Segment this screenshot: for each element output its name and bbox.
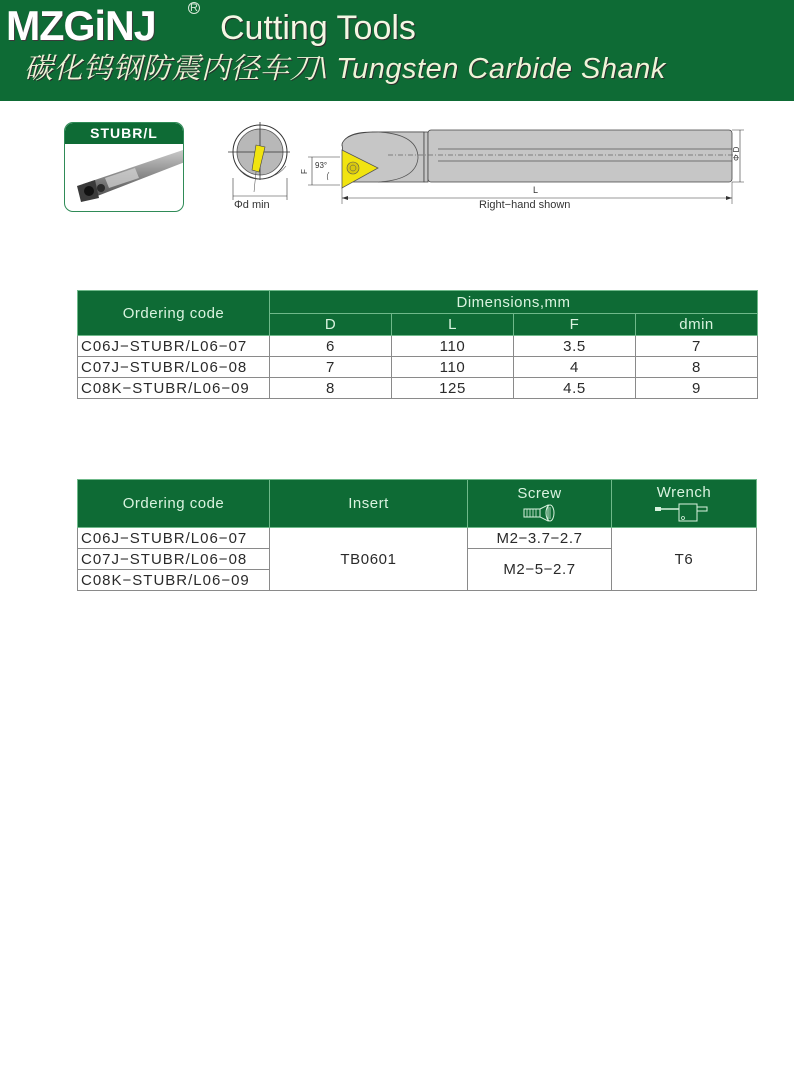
L-cell: 110 bbox=[392, 336, 514, 357]
col-header-dmin: dmin bbox=[636, 314, 758, 336]
col-header-L: L bbox=[392, 314, 514, 336]
hand-note: Right−hand shown bbox=[479, 199, 571, 211]
F-cell: 4.5 bbox=[514, 378, 636, 399]
ordering-code-cell: C07J−STUBR/L06−08 bbox=[78, 357, 270, 378]
ordering-code-cell: C06J−STUBR/L06−07 bbox=[78, 528, 270, 549]
col-header-dimensions: Dimensions,mm bbox=[270, 291, 758, 314]
ordering-code-cell: C08K−STUBR/L06−09 bbox=[78, 570, 270, 591]
brand-suffix: Cutting Tools bbox=[220, 9, 416, 47]
table-row bbox=[78, 378, 758, 399]
L-cell: 110 bbox=[392, 357, 514, 378]
table-row bbox=[78, 336, 758, 357]
col-header-insert: Insert bbox=[270, 480, 468, 528]
page-subtitle: 碳化钨钢防震内径车刀\ Tungsten Carbide Shank bbox=[24, 53, 666, 85]
col-header-F: F bbox=[514, 314, 636, 336]
screw-cell: M2−3.7−2.7 bbox=[468, 528, 612, 549]
wrench-cell: T6 bbox=[612, 528, 757, 591]
F-cell: 4 bbox=[514, 357, 636, 378]
brand-logo: MZGiNJ bbox=[6, 2, 156, 49]
dmin-cell: 9 bbox=[636, 378, 758, 399]
F-cell: 3.5 bbox=[514, 336, 636, 357]
registered-mark-icon: R bbox=[188, 2, 200, 14]
brand-row bbox=[6, 2, 416, 49]
screw-label: Screw bbox=[517, 485, 562, 502]
table-row bbox=[78, 528, 757, 549]
dimensions-table bbox=[77, 290, 758, 399]
D-dimension-label: Φ D bbox=[732, 146, 741, 161]
insert-cell: TB0601 bbox=[270, 528, 468, 591]
table-row bbox=[78, 357, 758, 378]
side-view-icon bbox=[300, 130, 744, 204]
D-cell: 6 bbox=[270, 336, 392, 357]
screw-cell: M2−5−2.7 bbox=[468, 549, 612, 591]
ordering-code-cell: C06J−STUBR/L06−07 bbox=[78, 336, 270, 357]
wrench-label: Wrench bbox=[656, 484, 712, 501]
ordering-code-cell: C08K−STUBR/L06−09 bbox=[78, 378, 270, 399]
L-label: L bbox=[533, 185, 539, 195]
end-view-icon bbox=[228, 122, 290, 200]
F-dimension-label: F bbox=[300, 169, 309, 174]
col-header-ordering-code: Ordering code bbox=[78, 291, 270, 336]
dmin-cell: 8 bbox=[636, 357, 758, 378]
D-cell: 7 bbox=[270, 357, 392, 378]
product-thumbnail bbox=[64, 122, 184, 212]
header-banner bbox=[0, 0, 794, 101]
col-header-D: D bbox=[270, 314, 392, 336]
D-cell: 8 bbox=[270, 378, 392, 399]
angle-label: 93° bbox=[315, 161, 328, 170]
col-header-ordering-code: Ordering code bbox=[78, 480, 270, 528]
col-header-screw bbox=[468, 480, 612, 528]
col-header-wrench bbox=[612, 480, 757, 528]
boring-bar-photo-icon bbox=[65, 144, 184, 212]
dmin-label: Φd min bbox=[234, 199, 270, 211]
ordering-code-cell: C07J−STUBR/L06−08 bbox=[78, 549, 270, 570]
dmin-cell: 7 bbox=[636, 336, 758, 357]
screw-icon bbox=[522, 504, 558, 522]
wrench-icon bbox=[653, 503, 715, 523]
series-label: STUBR/L bbox=[65, 123, 183, 144]
L-cell: 125 bbox=[392, 378, 514, 399]
parts-table bbox=[77, 479, 757, 591]
